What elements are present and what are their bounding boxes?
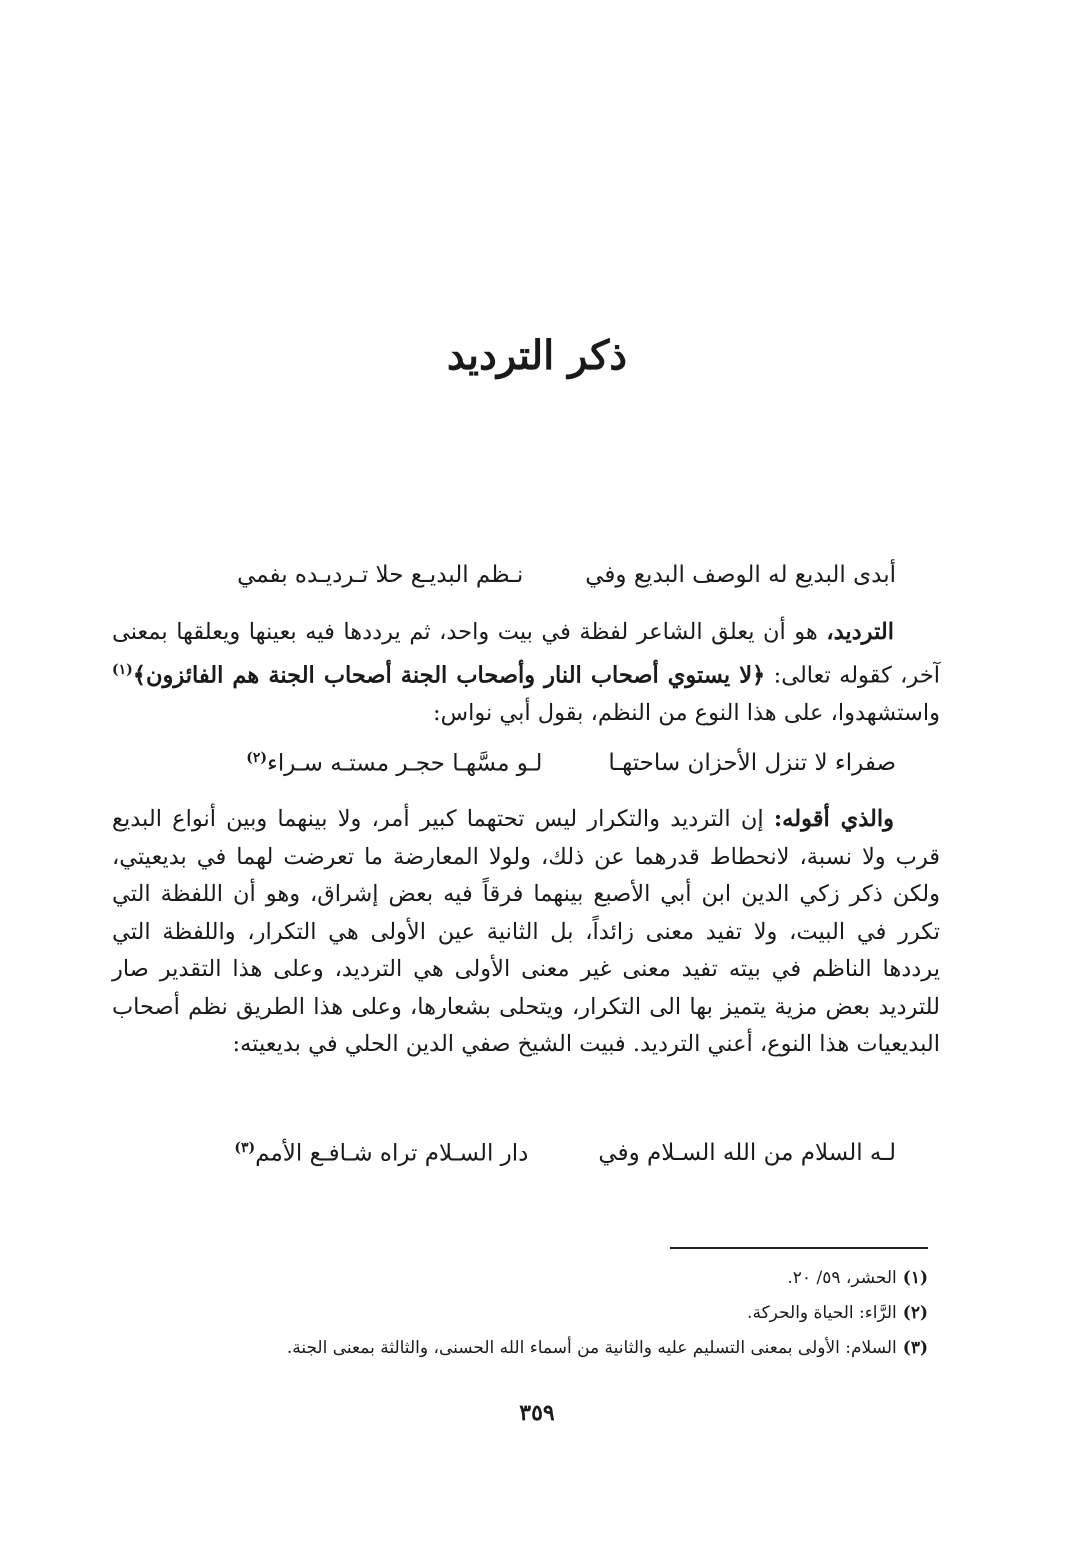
term-label: الترديد،	[826, 619, 894, 645]
verse-3-hemistich-1: لـه السلام من الله السـلام وفي	[598, 1140, 896, 1166]
verse-2	[246, 750, 896, 777]
verse-1-hemistich-2: نـظم البديـع حلا تـرديـده بفمي	[237, 562, 524, 588]
footnote-3-text: السلام: الأولى بمعنى التسليم عليه والثانية من أسماء الله الحسنى، والثالثة بمعنى الجنة.	[286, 1338, 897, 1358]
commentary-lead: والذي أقوله:	[773, 806, 894, 832]
footnote-3	[287, 1338, 928, 1358]
chapter-title: ذكر الترديد	[446, 332, 628, 379]
definition-text: هو أن يعلق الشاعر لفظة في بيت واحد، ثم يرددها فيه بعينها ويعلقها بمعنى آخر، كقوله تعالى:	[112, 619, 940, 688]
footnote-divider	[670, 1247, 928, 1249]
footnote-2-text: الرَّاء: الحياة والحركة.	[747, 1303, 897, 1323]
footnote-3-number: (٣)	[902, 1338, 928, 1358]
commentary-text: إن الترديد والتكرار ليس تحتهما كبير أمر، ولا بينهما وبين أنواع البديع قرب ولا نسبة، لانحطاط قدرهما عن ذلك، ولولا المعارضة ما تعرضت لهما في بديعيتي، ولكن ذكر زكي الدين ابن أبي الأصبع بينهما فرقاً فيه بعض إشراق، وهو أن اللفظة التي تكرر في البيت، ولا تفيد معنى زائداً، بل الثانية عين الأولى هي التكرار، واللفظة التي يرددها الناظم في بيته تفيد معنى غير معنى الأولى هي الترديد، وعلى هذا التقدير صار للترديد بعض مزية يتميز بها الى التكرار، ويتحلى بشعارها، وعلى هذا الطريق نظم أصحاب البديعيات هذا النوع، أعني الترديد. فبيت الشيخ صفي الدين الحلي في بديعيته:	[112, 806, 940, 1057]
definition-text-2: واستشهدوا، على هذا النوع من النظم، بقول أبي نواس:	[433, 699, 940, 726]
verse-3-hemistich-2-text: دار السـلام تراه شـافـع الأمم	[255, 1140, 529, 1167]
quran-quote: ﴿لا يستوي أصحاب النار وأصحاب الجنة أصحاب الجنة هم الفائزون﴾	[132, 662, 766, 688]
verse-1	[237, 562, 896, 588]
verse-2-hemistich-2	[246, 750, 542, 777]
verse-1-hemistich-1: أبدى البديع له الوصف البديع وفي	[585, 562, 896, 588]
footnote-2-number: (٢)	[902, 1303, 928, 1323]
footnote-1-number: (١)	[902, 1268, 928, 1288]
verse-2-hemistich-2-text: لـو مسَّهـا حجـر مستـه سـراء	[267, 750, 543, 777]
verse-3	[234, 1140, 896, 1167]
footnote-ref-2[interactable]: (٢)	[246, 750, 268, 766]
commentary-paragraph	[112, 801, 940, 1064]
footnote-ref-3[interactable]: (٣)	[234, 1140, 256, 1156]
page-number: ٣٥٩	[519, 1400, 555, 1426]
verse-3-hemistich-2	[234, 1140, 528, 1167]
footnote-1	[787, 1268, 928, 1288]
verse-2-hemistich-1: صفراء لا تنزل الأحزان ساحتهـا	[608, 750, 896, 776]
definition-paragraph	[112, 614, 940, 732]
footnote-1-text: الحشر، ٥٩/ ٢٠.	[787, 1268, 897, 1288]
footnote-2	[747, 1303, 928, 1323]
footnote-ref-1[interactable]: (١)	[112, 661, 133, 678]
